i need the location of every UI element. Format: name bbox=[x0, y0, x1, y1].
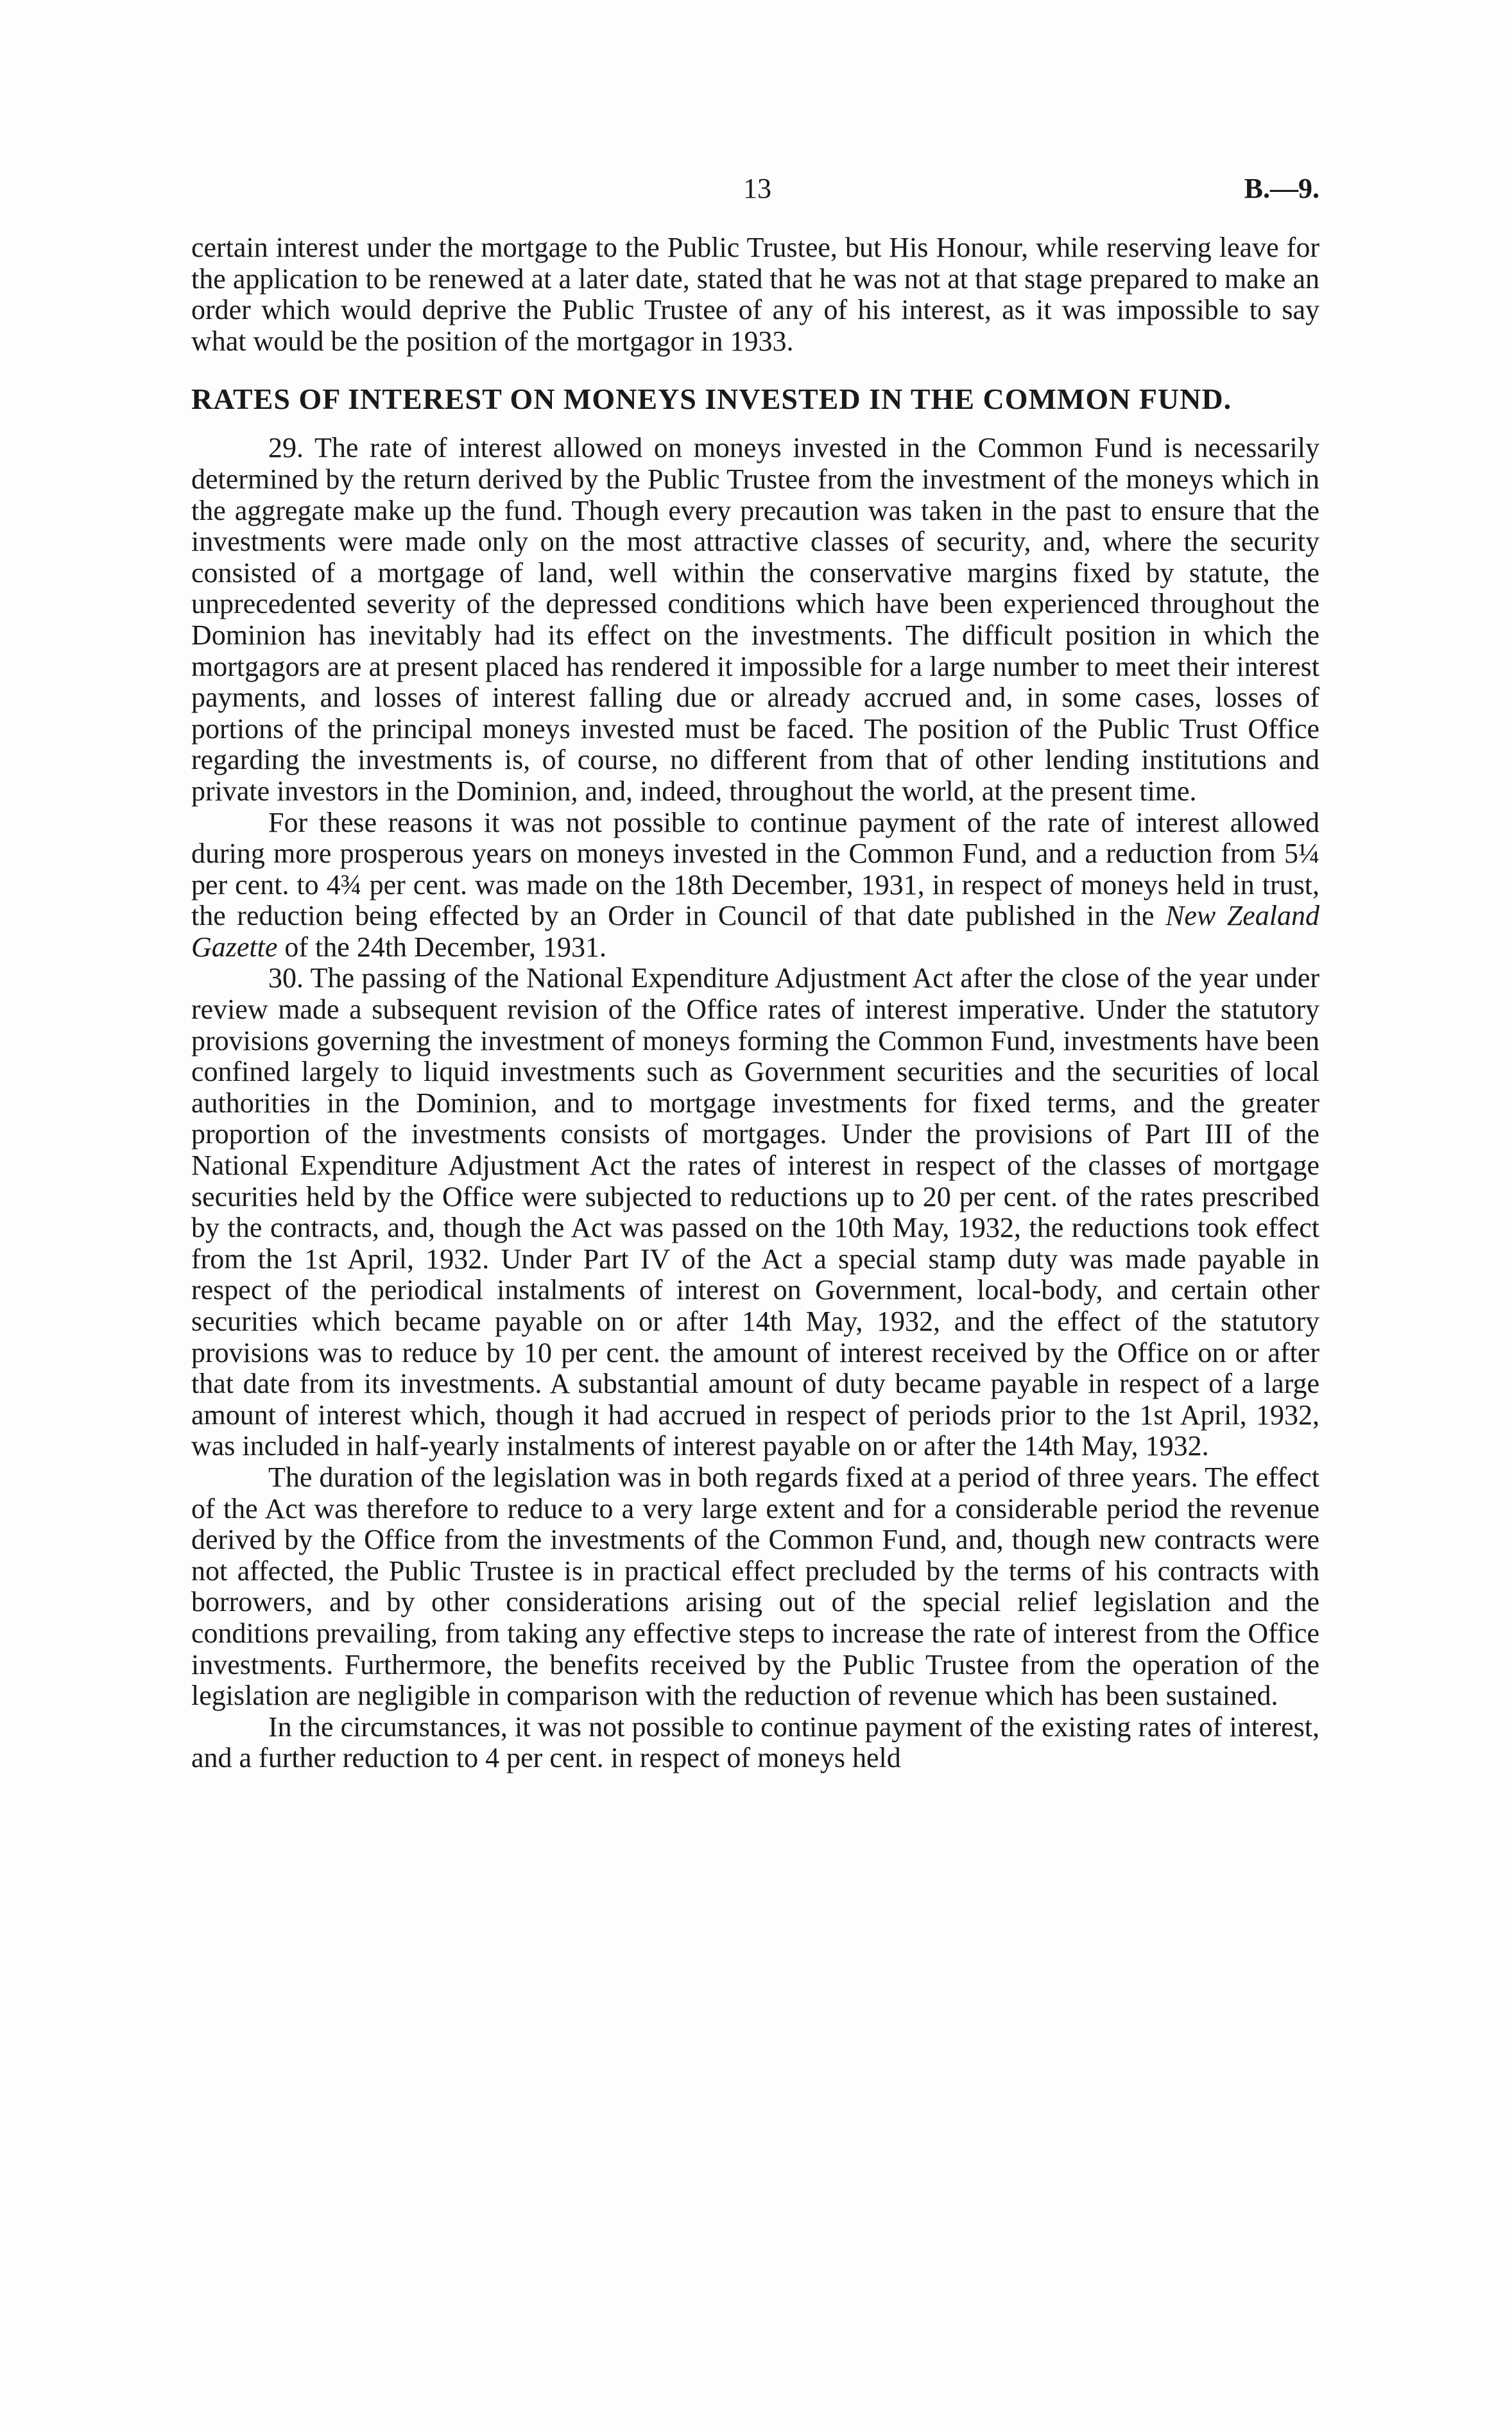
paragraph-continuation: certain interest under the mortgage to the Public Trustee, but His Honour, while reserving leave for the application to be renewed at a later date, stated that he was not at that stage prepared to make an order which would deprive the Public Trustee of any of his interest, as it was impossible to say what would be the position of the mortgagor in 1933. bbox=[191, 232, 1319, 357]
gazette-title: New Zealand Gazette bbox=[191, 900, 1320, 963]
paragraph-legislation-duration: The duration of the legislation was in both regards fixed at a period of three years. The effect of the Act was therefore to reduce to a very large extent and for a considerable period the revenue derived by the Office from the investments of the Common Fund, and, though new contracts were not affected, the Public Trustee is in practical effect precluded by the terms of his contracts with borrowers, and by other considerations arising out of the special relief legislation and the conditions prevailing, from taking any effective steps to increase the rate of interest from the Office investments. Furthermore, the benefits received by the Public Trustee from the operation of the legislation are negligible in comparison with the reduction of revenue which has been sustained. bbox=[191, 1461, 1319, 1712]
document-reference: B.—9. bbox=[1244, 173, 1319, 204]
spacer bbox=[191, 357, 1319, 381]
paragraph-30: 30. The passing of the National Expenditure Adjustment Act after the close of the year under review made a subsequent revision of the Office rates of interest imperative. Under the statutory provisions governing the investment of moneys forming the Common Fund, investments have been confined largely to liquid investments such as Government securities and the securities of local authorities in the Dominion, and to mortgage investments for fixed terms, and the greater proportion of the investments consists of mortgages. Under the provisions of Part III of the National Expenditure Adjustment Act the rates of interest in respect of the classes of mortgage securities held by the Office were subjected to reductions up to 20 per cent. of the rates prescribed by the contracts, and, though the Act was passed on the 10th May, 1932, the reductions took effect from the 1st April, 1932. Under Part IV of the Act a special stamp duty was made payable in respect of the periodical instalments of interest on Government, local-body, and certain other securities which became payable on or after 14th May, 1932, and the effect of the statutory provisions was to reduce by 10 per cent. the amount of interest received by the Office on or after that date from its investments. A substantial amount of duty became payable in respect of a large amount of interest which, though it had accrued in respect of periods prior to the 1st April, 1932, was included in half-yearly instalments of interest payable on or after the 14th May, 1932. bbox=[191, 962, 1319, 1462]
section-heading: RATES OF INTEREST ON MONEYS INVESTED IN THE COMMON FUND. bbox=[191, 383, 1232, 416]
paragraph-text: of the 24th December, 1931. bbox=[277, 931, 607, 963]
paragraph-rate-reduction bbox=[191, 807, 1319, 963]
page-body bbox=[191, 232, 1319, 1774]
paragraph-circumstances: In the circumstances, it was not possible to continue payment of the existing rates of interest, and a further reduction to 4 per cent. in respect of moneys held bbox=[191, 1711, 1319, 1774]
paragraph-text: For these reasons it was not possible to continue payment of the rate of interest allowed during more prosperous years on moneys invested in the Common Fund, and a reduction from 5¼ per cent. to 4¾ per cent. was made on the 18th December, 1931, in respect of moneys held in trust, the reduction being effected by an Order in Council of that date published in the bbox=[191, 806, 1319, 932]
paragraph-29: 29. The rate of interest allowed on moneys invested in the Common Fund is necessarily determined by the return derived by the Public Trustee from the investment of the moneys which in the aggregate make up the fund. Though every precaution was taken in the past to ensure that the investments were made only on the most attractive classes of security, and, where the security consisted of a mortgage of land, well within the conservative margins fixed by statute, the unprecedented severity of the depressed conditions which have been experienced throughout the Dominion has inevitably had its effect on the investments. The difficult position in which the mortgagors are at present placed has rendered it impossible for a large number to meet their interest payments, and losses of interest falling due or already accrued and, in some cases, losses of portions of the principal moneys invested must be faced. The position of the Public Trust Office regarding the investments is, of course, no different from that of other lending institutions and private investors in the Dominion, and, indeed, throughout the world, at the present time. bbox=[191, 432, 1319, 807]
page-number: 13 bbox=[743, 173, 771, 204]
